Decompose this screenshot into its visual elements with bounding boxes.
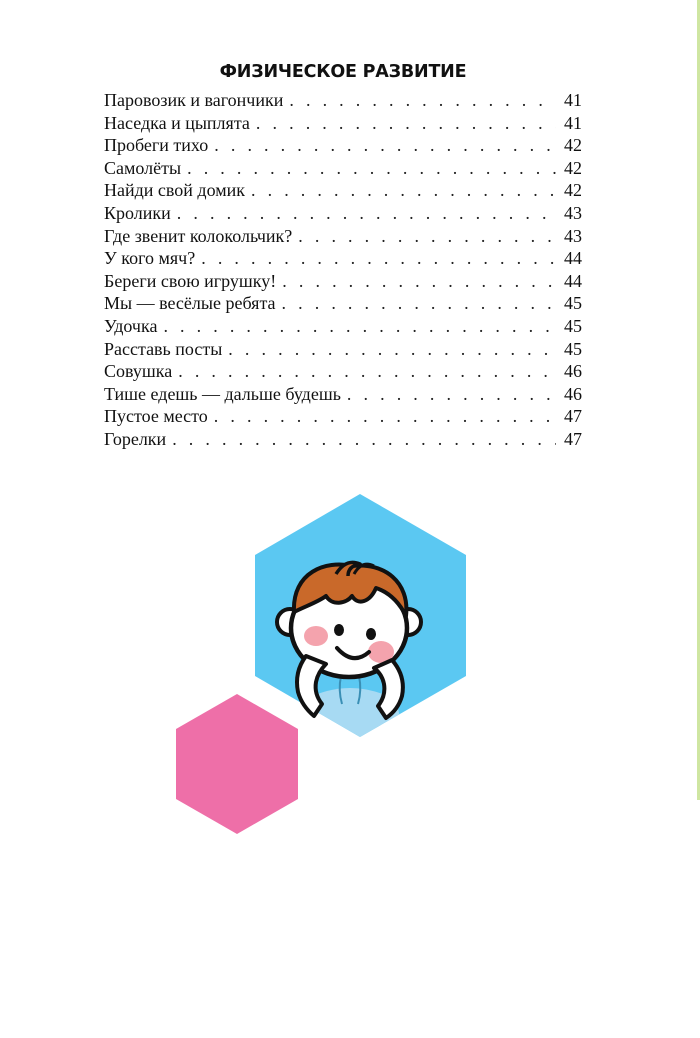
toc-dot-leader [214,134,556,157]
toc-dot-leader [177,202,556,225]
toc-title: Удочка [104,315,158,336]
toc-page-number: 43 [564,202,582,223]
toc-row[interactable] [104,360,582,383]
toc-row[interactable] [104,383,582,406]
toc-dot-leader [282,270,556,293]
toc-page-number: 42 [564,180,582,201]
toc-title: Совушка [104,361,173,382]
toc-title: Самолёты [104,157,182,178]
table-of-contents [104,89,582,451]
toc-page-number: 43 [564,225,582,246]
toc-page-number: 42 [564,135,582,156]
toc-page-number: 42 [564,157,582,178]
toc-title: Расставь посты [104,338,223,359]
toc-page-number: 46 [564,361,582,382]
toc-title: У кого мяч? [104,248,196,269]
toc-page-number: 45 [564,293,582,314]
toc-row[interactable] [104,292,582,315]
toc-page-number: 45 [564,315,582,336]
toc-dot-leader [214,405,556,428]
toc-row[interactable] [104,179,582,202]
toc-row[interactable] [104,315,582,338]
toc-row[interactable] [104,157,582,180]
toc-dot-leader [163,315,556,338]
toc-dot-leader [289,89,556,112]
toc-row[interactable] [104,338,582,361]
toc-page-number: 41 [564,90,582,110]
toc-page-number: 44 [564,248,582,269]
toc-row[interactable] [104,405,582,428]
toc-page-number: 47 [564,406,582,427]
toc-page-number: 44 [564,270,582,291]
toc-title: Мы — весёлые ребята [104,293,276,314]
boy-illustration [0,480,700,860]
toc-page-number: 45 [564,338,582,359]
pink-hexagon [176,694,298,834]
toc-row[interactable] [104,112,582,135]
toc-row[interactable] [104,225,582,248]
toc-dot-leader [256,112,556,135]
toc-title: Где звенит колокольчик? [104,225,293,246]
toc-title: Береги свою игрушку! [104,270,277,291]
toc-dot-leader [178,360,556,383]
toc-row[interactable] [104,202,582,225]
toc-row[interactable] [104,89,582,112]
toc-dot-leader [282,292,556,315]
toc-dot-leader [172,428,556,451]
toc-page-number: 47 [564,428,582,449]
toc-row[interactable] [104,247,582,270]
toc-title: Пробеги тихо [104,135,209,156]
toc-page-number: 41 [564,112,582,133]
toc-page-number: 46 [564,383,582,404]
toc-dot-leader [251,179,556,202]
toc-dot-leader [347,383,556,406]
toc-row[interactable] [104,270,582,293]
toc-dot-leader [187,157,556,180]
toc-title: Тише едешь — дальше будешь [104,383,341,404]
toc-dot-leader [228,338,556,361]
toc-dot-leader [201,247,556,270]
toc-title: Пустое место [104,406,208,427]
toc-dot-leader [298,225,556,248]
toc-row[interactable] [104,428,582,451]
toc-title: Кролики [104,202,171,223]
toc-row[interactable] [104,134,582,157]
section-heading: ФИЗИЧЕСКОЕ РАЗВИТИЕ [219,62,467,82]
toc-title: Наседка и цыплята [104,112,250,133]
toc-title: Паровозик и вагончики [104,90,284,110]
toc-title: Горелки [104,428,167,449]
toc-title: Найди свой домик [104,180,245,201]
